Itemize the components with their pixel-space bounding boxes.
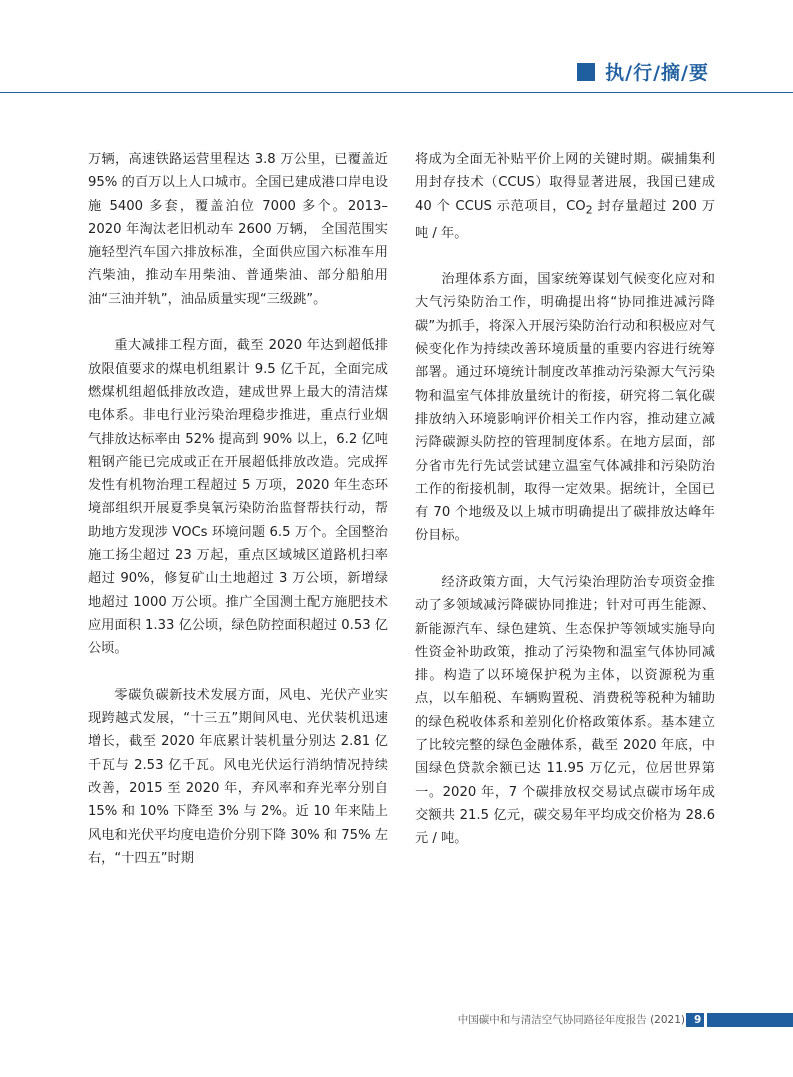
footer-bar-divider bbox=[704, 1013, 707, 1027]
right-paragraph-1 bbox=[415, 148, 715, 245]
section-square-icon bbox=[577, 63, 595, 81]
right-column bbox=[415, 148, 715, 874]
right-paragraph-2: 治理体系方面，国家统筹谋划气候变化应对和大气污染防治工作，明确提出将“协同推进减污降碳”为抓手，将深入开展污染防治行动和积极应对气候变化作为持续改善环境质量的重要内容进行统筹部署。通过环境统计制度改革推动污染源大气污染物和温室气体排放量统计的衔接，研究将二氧化碳排放纳入环境影响评价相关工作内容，推动建立减污降碳源头防控的管理制度体系。在地方层面，部分省市先行先试尝试建立温室气体减排和污染防治工作的衔接机制，取得一定效果。据统计，全国已有 70 个地级及以上城市明确提出了碳排放达峰年份目标。 bbox=[415, 272, 715, 544]
section-header bbox=[577, 58, 709, 85]
right-paragraph-1-text-a: 将成为全面无补贴平价上网的关键时期。碳捕集利用封存技术（CCUS）取得显著进展，我国已建成 40 个 CCUS 示范项目，CO bbox=[415, 152, 715, 214]
page-number: 9 bbox=[694, 1014, 702, 1026]
footer-bar bbox=[686, 1013, 793, 1027]
section-title: 执/行/摘/要 bbox=[605, 62, 709, 84]
right-paragraph-3: 经济政策方面，大气污染治理防治专项资金推动了多领域减污降碳协同推进；针对可再生能源、新能源汽车、绿色建筑、生态保护等领域实施导向性资金补助政策，推动了污染物和温室气体协同减排。构造了以环境保护税为主体，以资源税为重点，以车船税、车辆购置税、消费税等税种为辅助的绿色税收体系和差别化价格政策体系。基本建立了比较完整的绿色金融体系，截至 2020 年底，中国绿色贷款余额已达 11.95 万亿元，位居世界第一。2020 年，7 个碳排放权交易试点碳市场年成交额共 21.5 亿元，碳交易年平均成交价格为 28.6 元 / 吨。 bbox=[415, 574, 715, 847]
left-paragraph-3: 零碳负碳新技术发展方面，风电、光伏产业实现跨越式发展，“十三五”期间风电、光伏装机迅速增长，截至 2020 年底累计装机量分别达 2.81 亿千瓦与 2.53 亿千瓦。风电光伏运行消纳情况持续改善，2015 至 2020 年，弃风率和弃光率分别自 15% 和 10% 下降至 3% 与 2%。近 10 年来陆上风电和光伏平均度电造价分别下降 30% 和 75% 左右，“十四五”时期 bbox=[88, 687, 388, 866]
page-footer bbox=[0, 1013, 793, 1027]
left-column bbox=[88, 148, 388, 894]
footer-report-title: 中国碳中和与清洁空气协同路径年度报告 (2021) bbox=[457, 1014, 685, 1026]
co2-subscript: 2 bbox=[585, 203, 593, 217]
left-paragraph-1: 万辆，高速铁路运营里程达 3.8 万公里，已覆盖近 95% 的百万以上人口城市。全国已建成港口岸电设施 5400 多套，覆盖泊位 7000 多个。2013–2020 年淘汰老旧机动车 2600 万辆， 全国范围实施轻型汽车国六排放标准，全面供应国六标准车用汽柴油，推动车用柴油、普通柴油、部分船舶用油“三油并轨”，油品质量实现“三级跳”。 bbox=[88, 152, 388, 307]
right-paragraph-1-text-b: 封存量超过 200 万吨 / 年。 bbox=[415, 198, 715, 241]
header-rule bbox=[0, 92, 793, 93]
left-paragraph-2: 重大减排工程方面，截至 2020 年达到超低排放限值要求的煤电机组累计 9.5 亿千瓦，全面完成燃煤机组超低排放改造，建成世界上最大的清洁煤电体系。非电行业污染治理稳步推进，重点行业烟气排放达标率由 52% 提高到 90% 以上，6.2 亿吨粗钢产能已完成或正在开展超低排放改造。完成挥发性有机物治理工程超过 5 万项，2020 年生态环境部组织开展夏季臭氧污染防治监督帮扶行动，帮助地方发现涉 VOCs 环境问题 6.5 万个。全国整治施工扬尘超过 23 万起，重点区域城区道路机扫率超过 90%，修复矿山土地超过 3 万公顷，新增绿地超过 1000 万公顷。推广全国测土配方施肥技术应用面积 1.33 亿公顷，绿色防控面积超过 0.53 亿公顷。 bbox=[88, 338, 388, 657]
